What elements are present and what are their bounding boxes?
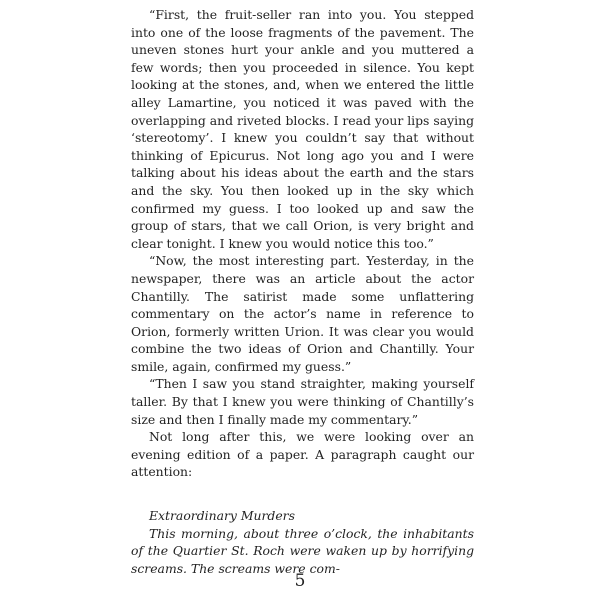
paragraph-taller: “Then I saw you stand straighter, making yourself taller. By that I knew you were thinking of Chantilly’s size and then I finally made my commentary.” [131, 376, 474, 427]
paragraph-evening-paper: Not long after this, we were looking over an evening edition of a paper. A paragraph caught our attention: [131, 429, 474, 480]
paragraph-explanation: “First, the fruit-seller ran into you. You stepped into one of the loose fragments of the pavement. The uneven stones hurt your ankle and you muttered a few words; then you proceeded in silence. You kept looking at the stones, and, when we entered the little alley Lamartine, you noticed it was paved with the overlapping and riveted blocks. I read your lips saying ‘stereotomy’. I knew you couldn’t say that without thinking of Epicurus. Not long ago you and I were talking about his ideas about the earth and the stars and the sky. You then looked up in the sky which confirmed my guess. I too looked up and saw the group of stars, that we call Orion, is very bright and clear tonight. I knew you would notice this too.” [131, 7, 474, 251]
paragraph-chantilly: “Now, the most interesting part. Yesterday, in the newspaper, there was an article about the actor Chantilly. The satirist made some unflattering commentary on the actor’s name in reference to Orion, formerly written Urion. It was clear you would combine the two ideas of Orion and Chantilly. Your smile, again, confirmed my guess.” [131, 253, 474, 374]
article-heading: Extraordinary Murders [149, 508, 295, 524]
article-text: This morning, about three o’clock, the inhabitants of the Quartier St. Roch were waken up by horrifying screams. The screams were com- [131, 525, 474, 576]
book-page [131, 6, 474, 577]
page-number: 5 [294, 571, 306, 591]
